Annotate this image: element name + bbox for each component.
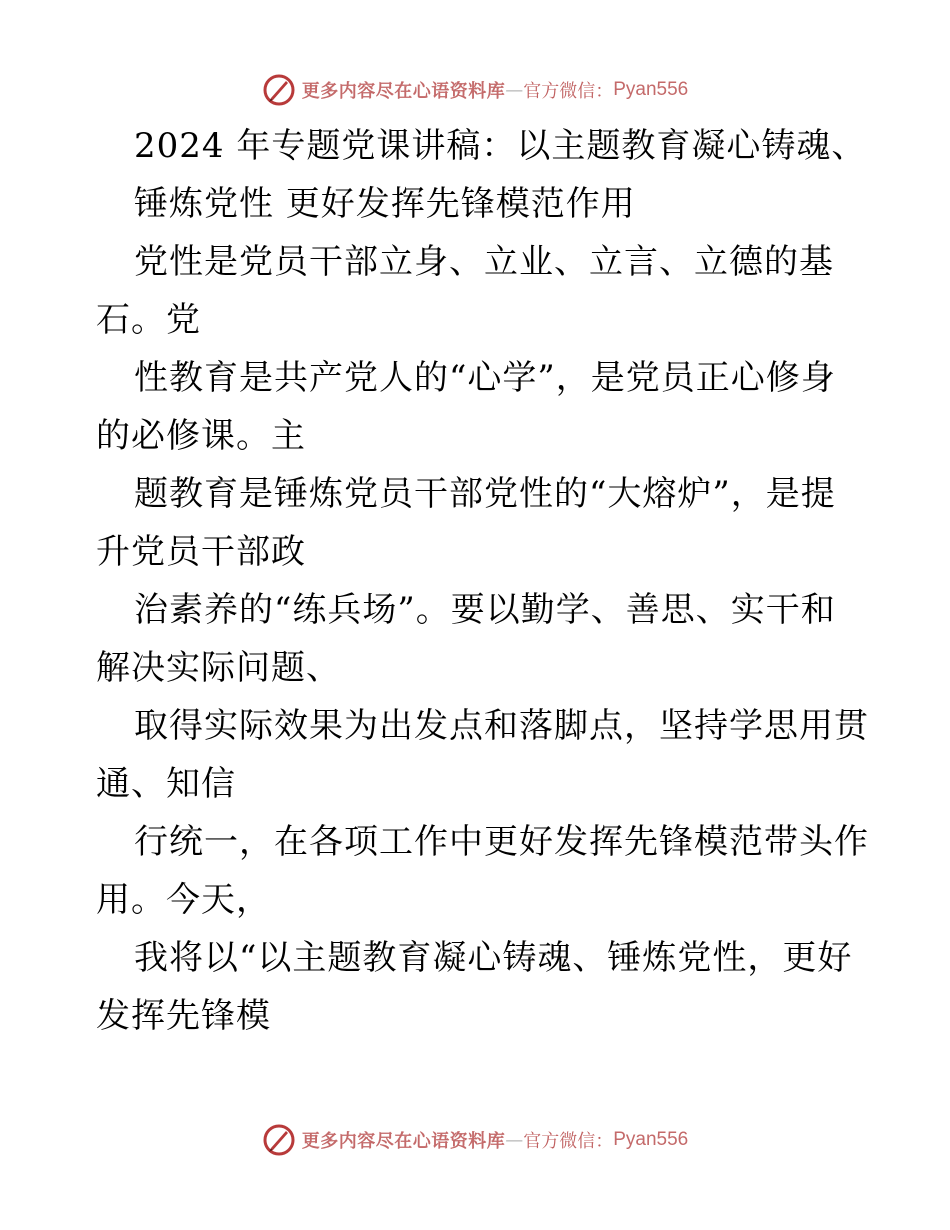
quill-logo-icon (262, 73, 296, 107)
paragraph-line: 石。党 (96, 300, 201, 340)
paragraph-line: 发挥先锋模 (96, 996, 271, 1036)
paragraph-line: 升党员干部政 (96, 532, 306, 572)
banner-separator: — (505, 79, 524, 101)
paragraph-line: 解决实际问题、 (96, 648, 341, 688)
paragraph-line: 我将以“以主题教育凝心铸魂、锤炼党性，更好 (134, 938, 853, 978)
banner-brand-text: 更多内容尽在心语资料库 (301, 81, 506, 102)
paragraph-line: 用。今天， (96, 880, 271, 920)
banner-brand-text: 更多内容尽在心语资料库 (301, 1131, 506, 1152)
footer-banner (0, 1120, 950, 1160)
banner-wechat-id: Pyan556 (613, 79, 689, 100)
header-banner (0, 70, 950, 110)
paragraph-line: 党性是党员干部立身、立业、立言、立德的基 (134, 242, 834, 282)
document-title-line-2: 锤炼党性 更好发挥先锋模范作用 (134, 184, 636, 224)
paragraph-line: 行统一，在各项工作中更好发挥先锋模范带头作 (134, 822, 869, 862)
banner-wechat-id: Pyan556 (613, 1129, 689, 1150)
paragraph-line: 通、知信 (96, 764, 236, 804)
paragraph-line: 题教育是锤炼党员干部党性的“大熔炉”，是提 (134, 474, 836, 514)
quill-logo-icon (262, 1123, 296, 1157)
paragraph-line: 取得实际效果为出发点和落脚点，坚持学思用贯 (134, 706, 869, 746)
paragraph-line: 的必修课。主 (96, 416, 306, 456)
banner-wechat-label: 官方微信： (523, 81, 614, 102)
document-title-line-1: 2024 年专题党课讲稿：以主题教育凝心铸魂、 (134, 126, 867, 166)
paragraph-line: 性教育是共产党人的“心学”，是党员正心修身 (134, 358, 836, 398)
banner-wechat-label: 官方微信： (523, 1131, 614, 1152)
paragraph-line: 治素养的“练兵场”。要以勤学、善思、实干和 (134, 590, 836, 630)
banner-separator: — (505, 1129, 524, 1151)
